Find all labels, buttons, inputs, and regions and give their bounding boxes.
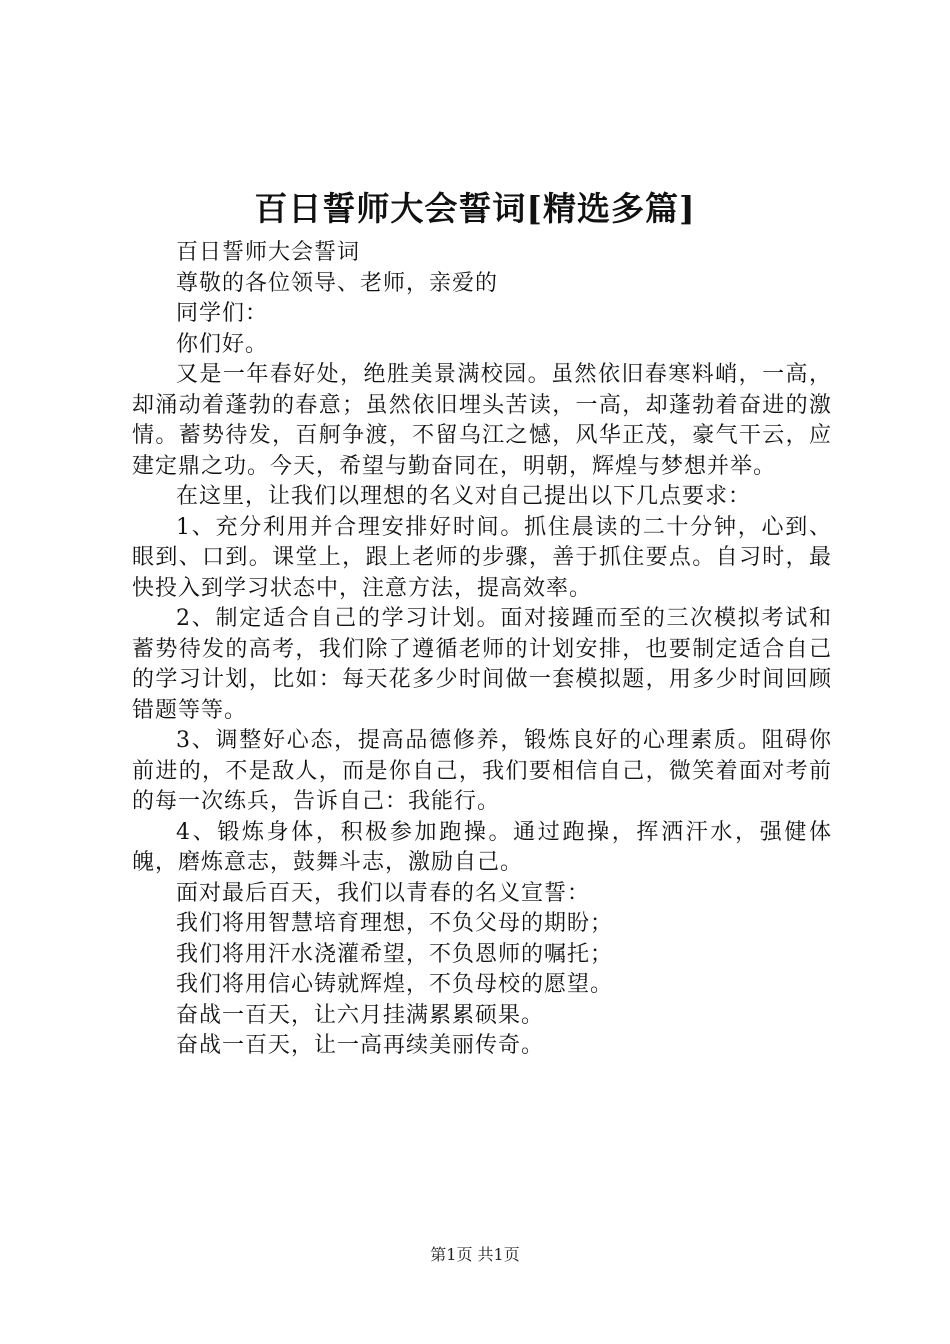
document-body: [132, 238, 832, 1062]
paragraph: 你们好。: [176, 331, 269, 357]
paragraph: 百日誓师大会誓词: [176, 240, 361, 265]
paragraph: 4、锻炼身体，积极参加跑操。通过跑操，挥洒汗水，强健体魄，磨炼意志，鼓舞斗志，激励自己。: [132, 819, 832, 875]
paragraph: 2、制定适合自己的学习计划。面对接踵而至的三次模拟考试和蓄势待发的高考，我们除了遵循老师的计划安排，也要制定适合自己的学习计划，比如：每天花多少时间做一套模拟题，用多少时间回顾错题等等。: [132, 606, 832, 723]
paragraph: 同学们：: [176, 301, 269, 326]
paragraph: 在这里，让我们以理想的名义对自己提出以下几点要求：: [176, 484, 752, 509]
paragraph: 又是一年春好处，绝胜美景满校园。虽然依旧春寒料峭，一高，却涌动着蓬勃的春意；虽然依旧埋头苦读，一高，却蓬勃着奋进的激情。蓄势待发，百舸争渡，不留乌江之憾，风华正茂，豪气干云，应建定鼎之功。今天，希望与勤奋同在，明朝，辉煌与梦想并举。: [132, 362, 832, 479]
paragraph: 面对最后百天，我们以青春的名义宣誓：: [176, 880, 591, 906]
paragraph: 我们将用汗水浇灌希望，不负恩师的嘱托；: [176, 941, 614, 967]
document-title: 百日誓师大会誓词[精选多篇]: [254, 189, 696, 228]
paragraph: 尊敬的各位领导、老师，亲爱的: [176, 270, 499, 296]
paragraph: 3、调整好心态，提高品德修养，锻炼良好的心理素质。阻碍你前进的，不是敌人，而是你自己，我们要相信自己，微笑着面对考前的每一次练兵，告诉自己：我能行。: [132, 728, 832, 814]
paragraph: 奋战一百天，让六月挂满累累硕果。: [176, 1002, 545, 1028]
paragraph: 我们将用智慧培育理想，不负父母的期盼；: [176, 911, 614, 936]
paragraph: 奋战一百天，让一高再续美丽传奇。: [176, 1033, 545, 1058]
paragraph: 1、充分利用并合理安排好时间。抓住晨读的二十分钟，心到、眼到、口到。课堂上，跟上老师的步骤，善于抓住要点。自习时，最快投入到学习状态中，注意方法，提高效率。: [132, 514, 832, 601]
page-footer: 第1页 共1页: [430, 1245, 520, 1264]
paragraph: 我们将用信心铸就辉煌，不负母校的愿望。: [176, 972, 614, 997]
